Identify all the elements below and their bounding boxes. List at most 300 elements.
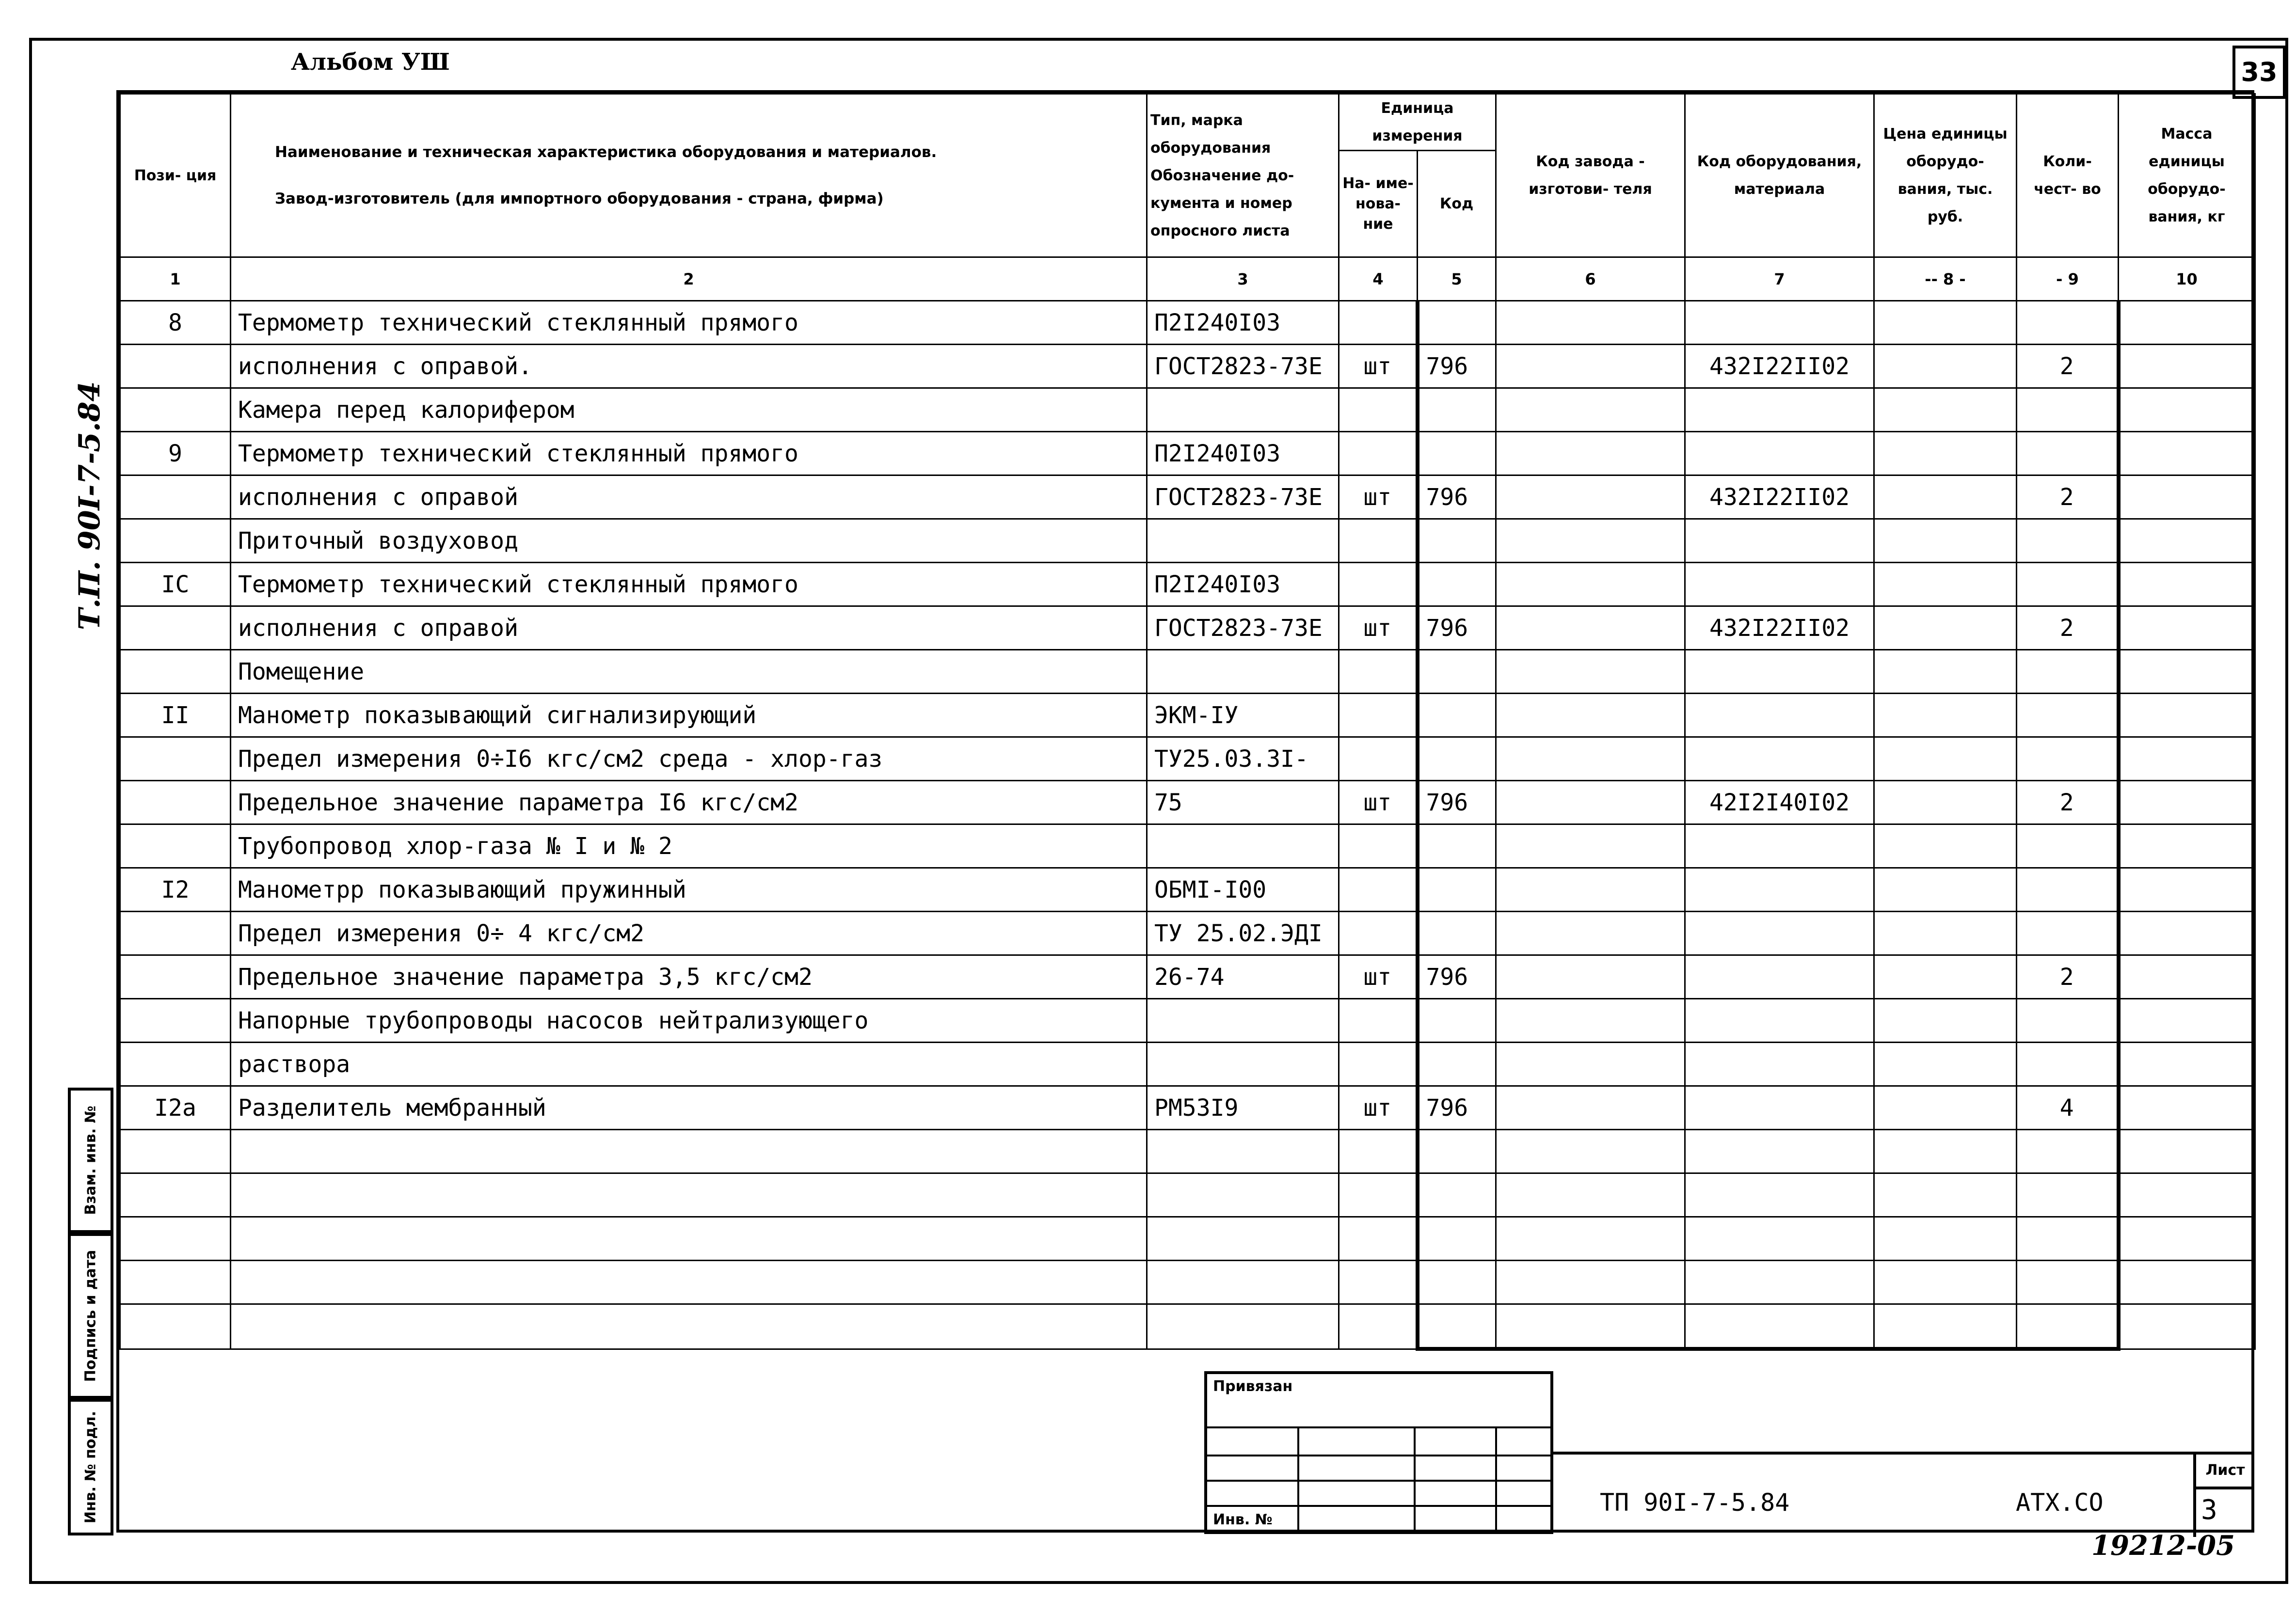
cell-position: IC	[120, 563, 231, 606]
cell-factory-code	[1496, 345, 1685, 388]
cell-price	[1874, 606, 2017, 650]
stamp-line	[1207, 1426, 1550, 1428]
cell-quantity	[2017, 999, 2119, 1043]
cell-quantity	[2017, 737, 2119, 781]
cell-equipment-code	[1685, 1261, 1874, 1304]
cell-name	[231, 1130, 1147, 1173]
cell-factory-code	[1496, 475, 1685, 519]
cell-factory-code	[1496, 388, 1685, 432]
cell-equipment-code	[1685, 868, 1874, 912]
cell-unit-code	[1418, 650, 1496, 694]
cell-type	[1147, 824, 1339, 868]
cell-equipment-code: 432I22II02	[1685, 475, 1874, 519]
cell-price	[1874, 475, 2017, 519]
cell-unit-code	[1418, 737, 1496, 781]
table-row	[120, 1261, 2255, 1304]
table-row	[120, 955, 2255, 999]
table-row	[120, 868, 2255, 912]
cell-unit-code: 796	[1418, 475, 1496, 519]
stamp-inv-no: Инв. №	[1213, 1511, 1273, 1528]
cell-quantity	[2017, 301, 2119, 345]
cell-price	[1874, 999, 2017, 1043]
cell-name: Предельное значение параметра 3,5 кгс/см2	[231, 955, 1147, 999]
cell-price	[1874, 345, 2017, 388]
cell-quantity	[2017, 694, 2119, 737]
table-row	[120, 388, 2255, 432]
side-label-vzam: Взам. инв. №	[82, 1106, 99, 1215]
sheet-label: Лист	[2196, 1455, 2254, 1489]
cell-position	[120, 1173, 231, 1217]
cell-equipment-code	[1685, 1173, 1874, 1217]
cell-factory-code	[1496, 1217, 1685, 1261]
cell-type	[1147, 650, 1339, 694]
table-row	[120, 737, 2255, 781]
cell-quantity: 2	[2017, 955, 2119, 999]
cell-factory-code	[1496, 606, 1685, 650]
cell-price	[1874, 868, 2017, 912]
cell-quantity	[2017, 432, 2119, 475]
cell-equipment-code	[1685, 1217, 1874, 1261]
cell-position	[120, 475, 231, 519]
cell-unit	[1339, 519, 1418, 563]
table-row	[120, 1043, 2255, 1086]
cell-position	[120, 1130, 231, 1173]
cell-name: Термометр технический стеклянный прямого	[231, 563, 1147, 606]
cell-type: ТУ 25.02.ЭДI	[1147, 912, 1339, 955]
cell-factory-code	[1496, 781, 1685, 824]
header-unit-code: Код	[1418, 151, 1496, 257]
header-price: Цена единицы оборудо- вания, тыс. руб.	[1874, 94, 2017, 257]
cell-quantity	[2017, 519, 2119, 563]
cell-unit	[1339, 1304, 1418, 1349]
cell-quantity	[2017, 1304, 2119, 1349]
cell-type	[1147, 1217, 1339, 1261]
cell-price	[1874, 824, 2017, 868]
cell-mass	[2119, 781, 2255, 824]
cell-price	[1874, 1304, 2017, 1349]
cell-position: II	[120, 694, 231, 737]
cell-type: П2I240I03	[1147, 563, 1339, 606]
cell-name	[231, 1304, 1147, 1349]
cell-factory-code	[1496, 1173, 1685, 1217]
cell-factory-code	[1496, 999, 1685, 1043]
cell-unit	[1339, 912, 1418, 955]
table-header	[120, 94, 2255, 301]
cell-price	[1874, 737, 2017, 781]
cell-factory-code	[1496, 1304, 1685, 1349]
side-box-inv-podl	[68, 1399, 113, 1535]
cell-position	[120, 955, 231, 999]
cell-unit	[1339, 868, 1418, 912]
cell-unit	[1339, 388, 1418, 432]
album-title: Альбом УШ	[291, 48, 450, 76]
cell-type: ГОСТ2823-73Е	[1147, 475, 1339, 519]
cell-equipment-code	[1685, 1086, 1874, 1130]
cell-unit-code	[1418, 868, 1496, 912]
cell-price	[1874, 912, 2017, 955]
stamp-divider	[1297, 1426, 1299, 1531]
cell-quantity: 2	[2017, 345, 2119, 388]
cell-name	[231, 1173, 1147, 1217]
cell-mass	[2119, 1304, 2255, 1349]
table-row	[120, 999, 2255, 1043]
cell-type: П2I240I03	[1147, 432, 1339, 475]
cell-unit	[1339, 1043, 1418, 1086]
cell-equipment-code	[1685, 824, 1874, 868]
cell-unit-code: 796	[1418, 345, 1496, 388]
cell-type	[1147, 388, 1339, 432]
cell-factory-code	[1496, 955, 1685, 999]
cell-position	[120, 737, 231, 781]
cell-unit-code	[1418, 1217, 1496, 1261]
cell-quantity: 4	[2017, 1086, 2119, 1130]
cell-factory-code	[1496, 868, 1685, 912]
colnum-5: 5	[1418, 257, 1496, 301]
cell-position	[120, 519, 231, 563]
cell-quantity	[2017, 1217, 2119, 1261]
cell-name	[231, 1217, 1147, 1261]
cell-unit: шт	[1339, 1086, 1418, 1130]
document-designation: ТП 90I-7-5.84	[1600, 1488, 1790, 1517]
cell-factory-code	[1496, 1130, 1685, 1173]
side-box-podpis	[68, 1233, 113, 1399]
cell-position	[120, 388, 231, 432]
cell-factory-code	[1496, 301, 1685, 345]
cell-mass	[2119, 650, 2255, 694]
cell-price	[1874, 781, 2017, 824]
cell-position	[120, 1261, 231, 1304]
cell-type	[1147, 1304, 1339, 1349]
header-position: Пози- ция	[120, 94, 231, 257]
cell-position	[120, 999, 231, 1043]
header-unit-name: На- име- нова- ние	[1339, 151, 1418, 257]
stamp-line	[1207, 1455, 1550, 1456]
cell-mass	[2119, 475, 2255, 519]
cell-mass	[2119, 868, 2255, 912]
cell-factory-code	[1496, 912, 1685, 955]
cell-quantity	[2017, 1173, 2119, 1217]
cell-unit-code: 796	[1418, 781, 1496, 824]
cell-unit-code	[1418, 912, 1496, 955]
cell-mass	[2119, 912, 2255, 955]
header-type: Тип, марка оборудования Обозначение до- кумента и номер опросного листа	[1147, 94, 1339, 257]
cell-equipment-code	[1685, 388, 1874, 432]
cell-price	[1874, 955, 2017, 999]
cell-mass	[2119, 301, 2255, 345]
cell-position	[120, 1217, 231, 1261]
header-name	[231, 94, 1147, 257]
header-mass: Масса единицы оборудо- вания, кг	[2119, 94, 2255, 257]
cell-factory-code	[1496, 694, 1685, 737]
cell-unit-code	[1418, 1130, 1496, 1173]
cell-unit	[1339, 824, 1418, 868]
stamp-divider	[1414, 1426, 1416, 1531]
cell-unit-code: 796	[1418, 1086, 1496, 1130]
cell-name: исполнения с оправой	[231, 475, 1147, 519]
header-unit-group: Единица измерения	[1339, 94, 1496, 151]
cell-position	[120, 1043, 231, 1086]
cell-mass	[2119, 388, 2255, 432]
cell-unit-code	[1418, 388, 1496, 432]
cell-mass	[2119, 519, 2255, 563]
document-code: АТХ.СО	[2016, 1488, 2104, 1517]
stamp-line	[1207, 1480, 1550, 1482]
cell-unit	[1339, 1261, 1418, 1304]
cell-name: Приточный воздуховод	[231, 519, 1147, 563]
cell-price	[1874, 650, 2017, 694]
cell-mass	[2119, 563, 2255, 606]
cell-name: исполнения с оправой	[231, 606, 1147, 650]
cell-equipment-code	[1685, 519, 1874, 563]
cell-mass	[2119, 1043, 2255, 1086]
cell-equipment-code: 42I2I40I02	[1685, 781, 1874, 824]
cell-name: Манометр показывающий сигнализирующий	[231, 694, 1147, 737]
cell-type: 26-74	[1147, 955, 1339, 999]
cell-price	[1874, 519, 2017, 563]
cell-name: Разделитель мембранный	[231, 1086, 1147, 1130]
cell-unit-code	[1418, 563, 1496, 606]
cell-unit-code	[1418, 694, 1496, 737]
cell-factory-code	[1496, 563, 1685, 606]
title-block	[1553, 1452, 2251, 1537]
cell-position: I2	[120, 868, 231, 912]
cell-mass	[2119, 606, 2255, 650]
cell-equipment-code	[1685, 912, 1874, 955]
table-row	[120, 563, 2255, 606]
cell-position	[120, 650, 231, 694]
colnum-4: 4	[1339, 257, 1418, 301]
cell-quantity	[2017, 563, 2119, 606]
side-handwritten-designation: Т.П. 90I-7-5.84	[73, 381, 107, 630]
cell-name: Камера перед калорифером	[231, 388, 1147, 432]
cell-unit	[1339, 432, 1418, 475]
cell-position	[120, 1304, 231, 1349]
table-row	[120, 519, 2255, 563]
cell-unit-code	[1418, 301, 1496, 345]
cell-type: РМ53I9	[1147, 1086, 1339, 1130]
cell-name: Трубопровод хлор-газа № I и № 2	[231, 824, 1147, 868]
cell-equipment-code	[1685, 999, 1874, 1043]
cell-equipment-code	[1685, 955, 1874, 999]
cell-unit-code	[1418, 432, 1496, 475]
specification-table	[119, 93, 2256, 1351]
cell-position: I2a	[120, 1086, 231, 1130]
cell-equipment-code	[1685, 432, 1874, 475]
page-number: 33	[2232, 46, 2286, 99]
cell-name: раствора	[231, 1043, 1147, 1086]
cell-price	[1874, 1043, 2017, 1086]
cell-name: Манометрр показывающий пружинный	[231, 868, 1147, 912]
table-row	[120, 345, 2255, 388]
cell-name: Термометр технический стеклянный прямого	[231, 301, 1147, 345]
cell-factory-code	[1496, 737, 1685, 781]
table-row	[120, 1217, 2255, 1261]
cell-mass	[2119, 1130, 2255, 1173]
cell-factory-code	[1496, 1086, 1685, 1130]
colnum-6: 6	[1496, 257, 1685, 301]
cell-position: 9	[120, 432, 231, 475]
cell-type	[1147, 1261, 1339, 1304]
cell-unit-code	[1418, 824, 1496, 868]
cell-price	[1874, 1130, 2017, 1173]
cell-unit-code: 796	[1418, 955, 1496, 999]
cell-quantity	[2017, 912, 2119, 955]
cell-price	[1874, 1217, 2017, 1261]
cell-equipment-code	[1685, 1304, 1874, 1349]
stamp-line	[1207, 1505, 1550, 1507]
cell-unit-code	[1418, 1173, 1496, 1217]
side-label-podpis: Подпись и дата	[82, 1250, 99, 1382]
cell-mass	[2119, 999, 2255, 1043]
cell-unit-code	[1418, 1261, 1496, 1304]
cell-unit	[1339, 1173, 1418, 1217]
cell-unit: шт	[1339, 955, 1418, 999]
cell-unit	[1339, 1217, 1418, 1261]
cell-name: исполнения с оправой.	[231, 345, 1147, 388]
cell-position	[120, 824, 231, 868]
cell-unit: шт	[1339, 606, 1418, 650]
cell-unit	[1339, 1130, 1418, 1173]
cell-unit: шт	[1339, 345, 1418, 388]
cell-unit	[1339, 563, 1418, 606]
cell-position	[120, 781, 231, 824]
cell-equipment-code	[1685, 1130, 1874, 1173]
cell-mass	[2119, 1086, 2255, 1130]
table-row	[120, 1130, 2255, 1173]
cell-unit-code	[1418, 519, 1496, 563]
cell-equipment-code	[1685, 694, 1874, 737]
cell-factory-code	[1496, 824, 1685, 868]
cell-name: Предельное значение параметра I6 кгс/см2	[231, 781, 1147, 824]
cell-price	[1874, 1173, 2017, 1217]
cell-name: Предел измерения 0÷ 4 кгс/см2	[231, 912, 1147, 955]
cell-price	[1874, 1261, 2017, 1304]
colnum-9: - 9	[2017, 257, 2119, 301]
cell-type: П2I240I03	[1147, 301, 1339, 345]
cell-type	[1147, 999, 1339, 1043]
table-row	[120, 781, 2255, 824]
side-box-vzam	[68, 1088, 113, 1233]
cell-unit-code	[1418, 1304, 1496, 1349]
cell-factory-code	[1496, 432, 1685, 475]
cell-unit	[1339, 650, 1418, 694]
cell-quantity	[2017, 388, 2119, 432]
cell-quantity	[2017, 824, 2119, 868]
colnum-10: 10	[2119, 257, 2255, 301]
table-row	[120, 606, 2255, 650]
colnum-1: 1	[120, 257, 231, 301]
cell-factory-code	[1496, 1043, 1685, 1086]
table-row	[120, 694, 2255, 737]
cell-type: ГОСТ2823-73Е	[1147, 606, 1339, 650]
header-name-line1: Наименование и техническая характеристика оборудования и материалов.	[275, 143, 937, 161]
cell-unit	[1339, 737, 1418, 781]
cell-factory-code	[1496, 519, 1685, 563]
table-body	[120, 301, 2255, 1349]
cell-price	[1874, 1086, 2017, 1130]
cell-unit	[1339, 999, 1418, 1043]
cell-quantity	[2017, 650, 2119, 694]
cell-position	[120, 606, 231, 650]
header-equipment-code: Код оборудования, материала	[1685, 94, 1874, 257]
cell-equipment-code: 432I22II02	[1685, 606, 1874, 650]
cell-type	[1147, 1043, 1339, 1086]
cell-unit: шт	[1339, 781, 1418, 824]
table-row	[120, 912, 2255, 955]
cell-unit-code	[1418, 1043, 1496, 1086]
cell-type	[1147, 1130, 1339, 1173]
cell-type: 75	[1147, 781, 1339, 824]
table-row	[120, 432, 2255, 475]
table-row	[120, 650, 2255, 694]
cell-position	[120, 345, 231, 388]
attachment-stamp	[1204, 1371, 1553, 1534]
cell-mass	[2119, 1261, 2255, 1304]
cell-unit: шт	[1339, 475, 1418, 519]
cell-mass	[2119, 737, 2255, 781]
cell-name: Напорные трубопроводы насосов нейтрализующего	[231, 999, 1147, 1043]
header-name-line2: Завод-изготовитель (для импортного оборудования - страна, фирма)	[275, 190, 884, 207]
cell-unit	[1339, 694, 1418, 737]
cell-equipment-code	[1685, 737, 1874, 781]
cell-name: Термометр технический стеклянный прямого	[231, 432, 1147, 475]
cell-mass	[2119, 345, 2255, 388]
cell-equipment-code: 432I22II02	[1685, 345, 1874, 388]
cell-name: Помещение	[231, 650, 1147, 694]
cell-mass	[2119, 824, 2255, 868]
cell-price	[1874, 563, 2017, 606]
cell-equipment-code	[1685, 1043, 1874, 1086]
cell-mass	[2119, 1217, 2255, 1261]
table-row	[120, 1173, 2255, 1217]
cell-quantity	[2017, 1261, 2119, 1304]
cell-quantity	[2017, 1043, 2119, 1086]
cell-quantity	[2017, 868, 2119, 912]
colnum-2: 2	[231, 257, 1147, 301]
cell-mass	[2119, 432, 2255, 475]
sheet-cell	[2193, 1455, 2254, 1537]
cell-type: ЭКМ-IУ	[1147, 694, 1339, 737]
header-quantity: Коли- чест- во	[2017, 94, 2119, 257]
cell-position	[120, 912, 231, 955]
cell-price	[1874, 301, 2017, 345]
cell-type	[1147, 1173, 1339, 1217]
cell-position: 8	[120, 301, 231, 345]
cell-name	[231, 1261, 1147, 1304]
cell-unit	[1339, 301, 1418, 345]
cell-type: ТУ25.03.3I-	[1147, 737, 1339, 781]
table-row	[120, 824, 2255, 868]
cell-type	[1147, 519, 1339, 563]
cell-mass	[2119, 1173, 2255, 1217]
table-row	[120, 1304, 2255, 1349]
cell-factory-code	[1496, 650, 1685, 694]
cell-price	[1874, 388, 2017, 432]
cell-price	[1874, 694, 2017, 737]
cell-unit-code: 796	[1418, 606, 1496, 650]
colnum-8: -- 8 -	[1874, 257, 2017, 301]
colnum-3: 3	[1147, 257, 1339, 301]
cell-equipment-code	[1685, 301, 1874, 345]
cell-equipment-code	[1685, 650, 1874, 694]
side-label-inv-podl: Инв. № подл.	[82, 1410, 99, 1524]
cell-unit-code	[1418, 999, 1496, 1043]
cell-mass	[2119, 694, 2255, 737]
cell-price	[1874, 432, 2017, 475]
cell-mass	[2119, 955, 2255, 999]
cell-quantity: 2	[2017, 475, 2119, 519]
stamp-privyazan: Привязан	[1213, 1378, 1293, 1395]
